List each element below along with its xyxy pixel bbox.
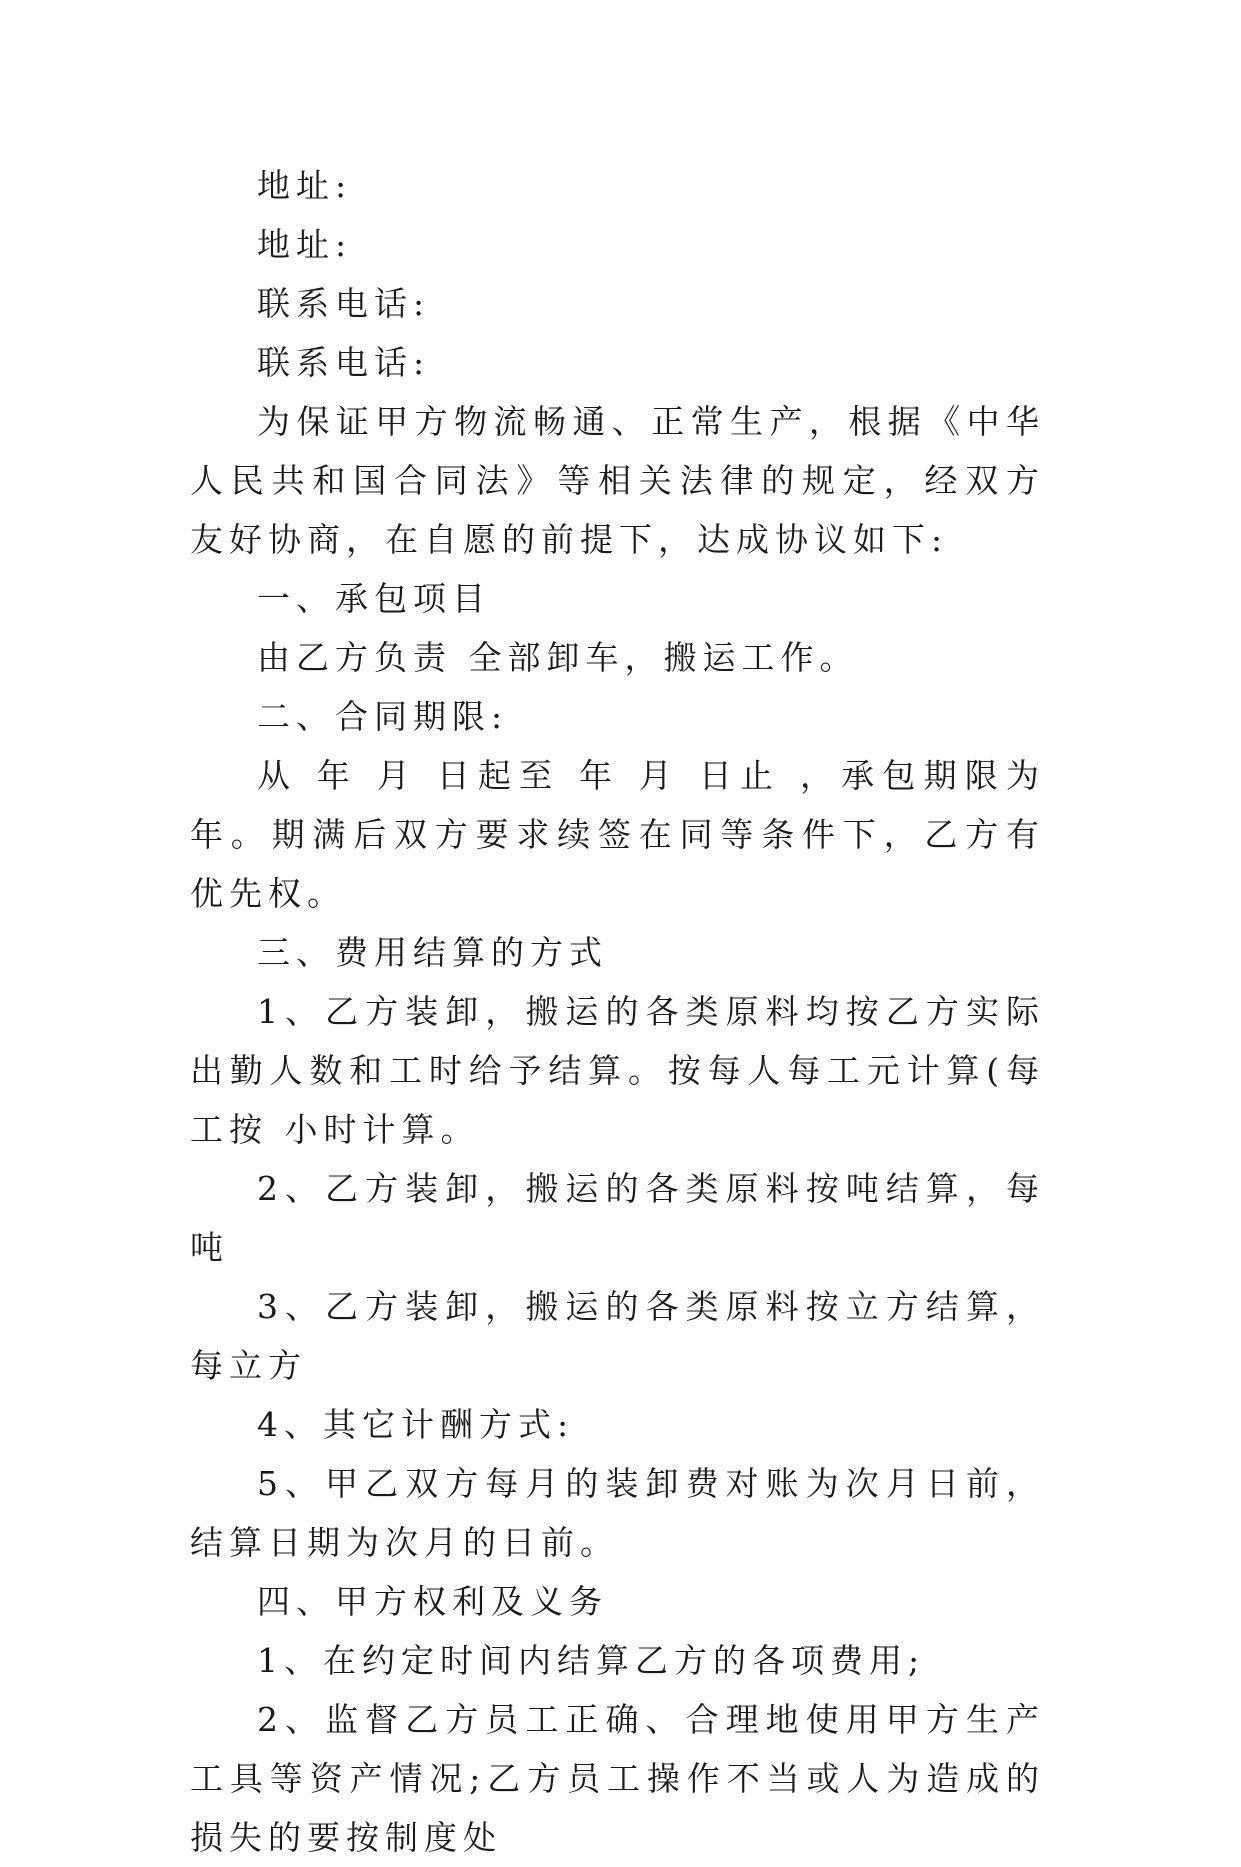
- address-line-1: 地址:: [257, 166, 353, 205]
- section-3-item-2: 2、乙方装卸，搬运的各类原料按吨结算，每吨: [190, 1169, 1045, 1267]
- section-heading-2: 二、合同期限:: [257, 697, 509, 736]
- section-3-item-4: 4、其它计酬方式:: [257, 1405, 575, 1444]
- section-4-item-1: 1、在约定时间内结算乙方的各项费用;: [257, 1641, 926, 1680]
- document-body: [190, 156, 1062, 1867]
- section-heading-4: 四、甲方权利及义务: [257, 1582, 608, 1621]
- preamble-paragraph: 为保证甲方物流畅通、正常生产，根据《中华人民共和国合同法》等相关法律的规定，经双方友好协商，在自愿的前提下，达成协议如下:: [190, 402, 1045, 559]
- address-line-2: 地址:: [257, 225, 353, 264]
- section-3-item-5: 5、甲乙双方每月的装卸费对账为次月日前，结算日期为次月的日前。: [190, 1464, 1045, 1562]
- section-2-text: 从 年 月 日起至 年 月 日止 ，承包期限为 年。期满后双方要求续签在同等条件下，乙方有优先权。: [190, 756, 1062, 913]
- section-3-item-1: 1、乙方装卸，搬运的各类原料均按乙方实际出勤人数和工时给予结算。按每人每工元计算(每工按 小时计算。: [190, 992, 1045, 1149]
- section-3-item-3: 3、乙方装卸，搬运的各类原料按立方结算，每立方: [190, 1287, 1045, 1385]
- section-heading-3: 三、费用结算的方式: [257, 933, 608, 972]
- section-1-text: 由乙方负责 全部卸车，搬运工作。: [257, 638, 859, 677]
- section-heading-1: 一、承包项目: [257, 579, 491, 618]
- section-4-item-2: 2、监督乙方员工正确、合理地使用甲方生产工具等资产情况;乙方员工操作不当或人为造成的损失的要按制度处: [190, 1700, 1045, 1857]
- phone-line-1: 联系电话:: [257, 284, 431, 323]
- phone-line-2: 联系电话:: [257, 343, 431, 382]
